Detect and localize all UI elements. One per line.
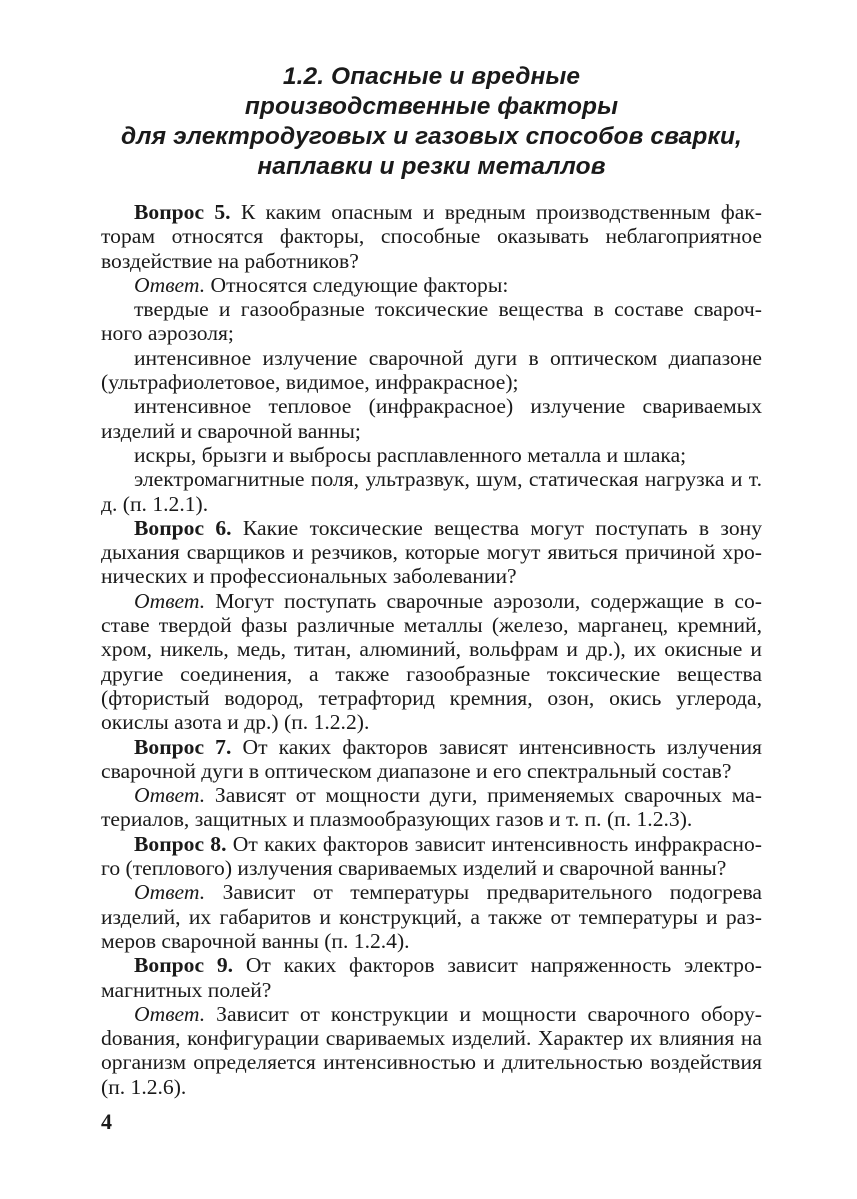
answer-label: Ответ. [134,1001,206,1026]
question-7 [101,735,762,784]
answer-text: Зависят от мощности дуги, применяемых сварочных материалов, защитных и плазмообразующих газов и т. п. (п. 1.2.3). [101,783,762,832]
page-number: 4 [101,1109,112,1134]
answer-5 [101,273,762,297]
question-text: От каких факторов зависит интенсивность инфракрасного (теплового) излучения свариваемых изделий и сварочной ванны? [101,831,762,881]
question-8 [101,832,762,881]
answer-5-item: искры, брызги и выбросы расплавленного металла и шлака; [134,442,687,467]
question-label: Вопрос 9. [134,953,234,978]
question-label: Вопрос 6. [134,515,232,540]
answer-text: Могут поступать сварочные аэрозоли, содержащие в составе твердой фазы различные металлы (железо, марганец, кремний, хром, никель, медь, титан, алюминий, вольфрам и др.), их окисные и другие соединения, а также газообразные токсические вещества (фтористый водород, тетрафторид кремния, озон, окись углерода, окислы азота и др.) (п. 1.2.2). [101,588,762,735]
answer-label: Ответ. [134,588,206,613]
answer-5-item: интенсивное излучение сварочной дуги в оптическом диапазоне (ультрафиолетовое, видимое, инфракрасное); [101,345,762,395]
question-6 [101,516,762,589]
heading-line-3: для электродуговых и газовых способов сварки, [121,123,742,150]
question-5 [101,200,762,273]
page-content [101,62,762,1099]
question-label: Вопрос 8. [134,831,227,856]
answer-text: Зависит от температуры предварительного подогрева изделий, их габаритов и конструкций, а также от температуры и размеров сварочной ванны (п. 1.2.4). [101,880,762,953]
answer-5-item: интенсивное тепловое (инфракрасное) излучение свариваемых изделий и сварочной ванны; [101,394,762,443]
answer-5-item: твердые и газообразные токсические вещества в составе сварочного аэрозоля; [101,297,762,346]
answer-7 [101,783,762,832]
question-text: Какие токсические вещества могут поступать в зону дыхания сварщиков и резчиков, которые могут явиться причиной хронических и профессиональных заболевании? [101,515,762,589]
question-9 [101,953,762,1002]
question-label: Вопрос 7. [134,734,232,759]
heading-line-4: наплавки и резки металлов [257,153,606,180]
question-text: От каких факторов зависят интенсивность излучения сварочной дуги в оптическом диапазоне и его спектральный состав? [101,734,762,783]
heading-line-2: производственные факторы [244,93,619,120]
answer-9 [101,1002,762,1099]
answer-8 [101,880,762,953]
answer-label: Ответ. [134,880,206,905]
answer-5-item: электромагнитные поля, ультразвук, шум, статическая нагрузка и т. д. (п. 1.2.1). [101,467,762,516]
answer-label: Ответ. [134,272,206,297]
body-text [101,200,762,1099]
heading-line-1: 1.2. Опасные и вредные [282,63,581,90]
question-label: Вопрос 5. [134,200,231,224]
section-heading [101,62,762,182]
question-text: К каким опасным и вредным производственным факторам относятся факторы, способные оказывать неблагоприятное воздействие на работников? [101,200,762,273]
answer-text: Относятся следующие факторы: [205,272,509,297]
answer-6 [101,589,762,735]
question-text: От каких факторов зависит напряженность электромагнитных полей? [101,953,762,1002]
answer-label: Ответ. [134,783,206,808]
answer-text: Зависит от конструкции и мощности сварочного оборуdования, конфигурации свариваемых изделий. Характер их влияния на организм определяется интенсивностью и длительностью воздействия (п. 1.2.6). [101,1001,762,1099]
